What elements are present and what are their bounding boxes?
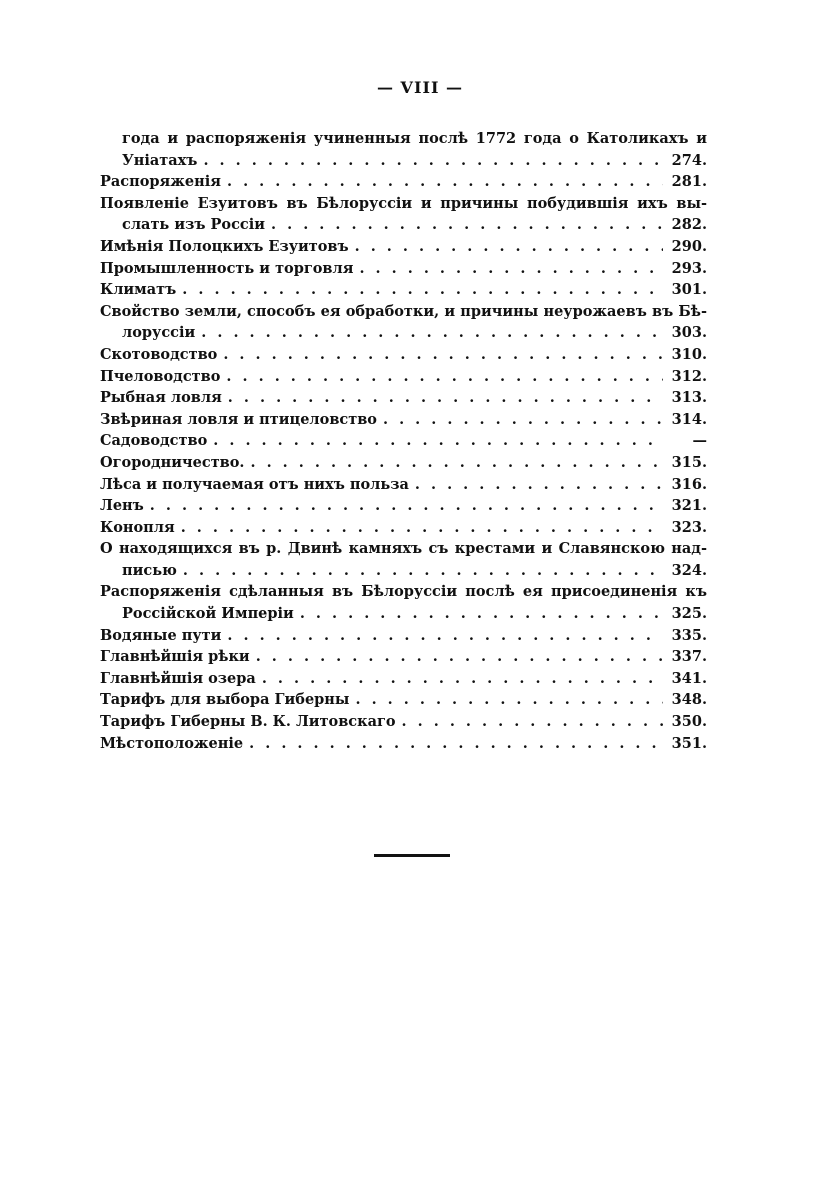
dot-leader bbox=[223, 344, 663, 366]
dot-leader bbox=[226, 366, 663, 388]
dot-leader bbox=[415, 474, 663, 496]
toc-entry-page: 301. bbox=[671, 281, 707, 299]
toc-entry-title: лоруссіи bbox=[122, 324, 196, 342]
toc-entry-title-line: Появленіе Езуитовъ въ Бѣлоруссіи и причины побудившія ихъ вы- bbox=[100, 194, 707, 212]
toc-entry bbox=[100, 193, 707, 236]
toc-entry bbox=[100, 236, 707, 258]
toc-entry-title: Мѣстоположеніе bbox=[100, 734, 244, 752]
dot-leader bbox=[228, 387, 663, 409]
dot-leader bbox=[262, 668, 663, 690]
toc-entry-title: Скотоводство bbox=[100, 345, 218, 363]
toc-entry-page: 310. bbox=[671, 345, 707, 363]
toc-entry bbox=[100, 171, 707, 193]
toc-entry bbox=[100, 538, 707, 581]
toc-entry-title: Ленъ bbox=[100, 497, 144, 515]
toc-entry bbox=[100, 625, 707, 647]
toc-entry-title-line: Распоряженія сдѣланныя въ Бѣлоруссіи послѣ ея присоединенія къ bbox=[100, 583, 707, 601]
toc-entry-title: писью bbox=[122, 561, 177, 579]
dot-leader bbox=[213, 430, 663, 452]
dot-leader bbox=[227, 171, 663, 193]
dot-leader bbox=[271, 214, 663, 236]
toc-entry-title-line: года и распоряженія учиненныя послѣ 1772 года о Католикахъ и bbox=[122, 130, 707, 147]
dot-leader bbox=[355, 236, 663, 258]
toc-entry bbox=[100, 581, 707, 624]
toc-entry-page: 321. bbox=[671, 497, 707, 515]
toc-entry-title: Главнѣйшія рѣки bbox=[100, 648, 250, 666]
dot-leader bbox=[402, 711, 663, 733]
dot-leader bbox=[249, 733, 663, 755]
toc-entry bbox=[100, 301, 707, 344]
toc-entry-title: Рыбная ловля bbox=[100, 389, 222, 407]
toc-entry-page: 290. bbox=[671, 237, 707, 255]
toc-entry-title: слать изъ Россіи bbox=[122, 216, 265, 234]
toc-entry-title: Пчеловодство bbox=[100, 367, 221, 385]
toc-entry bbox=[100, 452, 707, 474]
dot-leader bbox=[250, 452, 663, 474]
toc-entry bbox=[100, 474, 707, 496]
dot-leader bbox=[300, 603, 663, 625]
toc-entry-title: Огородничество. bbox=[100, 453, 245, 471]
dot-leader bbox=[182, 279, 663, 301]
closing-rule bbox=[374, 854, 450, 857]
toc-entry-title: Водяные пути bbox=[100, 626, 222, 644]
toc-entry-title: Тарифъ Гиберны В. К. Литовскаго bbox=[100, 713, 396, 731]
toc-entry-title: Тарифъ для выбора Гиберны bbox=[100, 691, 350, 709]
toc-entry-page: 316. bbox=[671, 475, 707, 493]
toc-entry bbox=[100, 128, 707, 171]
toc-entry-page: 314. bbox=[671, 410, 707, 428]
toc-entry bbox=[100, 495, 707, 517]
toc-entry-title: Звѣриная ловля и птицеловство bbox=[100, 410, 377, 428]
toc-entry-title-line: О находящихся въ р. Двинѣ камняхъ съ крестами и Славянскою над- bbox=[100, 540, 707, 558]
toc-entry-page: 315. bbox=[671, 453, 707, 471]
dot-leader bbox=[359, 258, 663, 280]
toc-entry-title: Главнѣйшія озера bbox=[100, 669, 256, 687]
toc-entry-title: Конопля bbox=[100, 518, 175, 536]
toc-entry-page: 303. bbox=[671, 324, 707, 342]
toc-entry-page: 313. bbox=[671, 389, 707, 407]
toc-entry-title: Климатъ bbox=[100, 281, 177, 299]
toc-entry bbox=[100, 711, 707, 733]
toc-entry-title: Промышленность и торговля bbox=[100, 259, 354, 277]
dot-leader bbox=[383, 409, 663, 431]
toc-entry-title-line: Свойство земли, способъ ея обработки, и причины неурожаевъ въ Бѣ- bbox=[100, 302, 707, 320]
toc-entry-title: Уніатахъ bbox=[122, 151, 198, 169]
toc-entry bbox=[100, 430, 707, 452]
dot-leader bbox=[183, 560, 663, 582]
toc-entry-page: — bbox=[692, 432, 707, 450]
dot-leader bbox=[150, 495, 663, 517]
toc-entry-page: 282. bbox=[671, 216, 707, 234]
toc-entry-title: Имѣнія Полоцкихъ Езуитовъ bbox=[100, 237, 349, 255]
dot-leader bbox=[203, 150, 663, 172]
toc-entry bbox=[100, 344, 707, 366]
toc-entry bbox=[100, 517, 707, 539]
toc-entry bbox=[100, 279, 707, 301]
toc-entry-page: 323. bbox=[671, 518, 707, 536]
table-of-contents bbox=[100, 128, 707, 754]
toc-entry-page: 324. bbox=[671, 561, 707, 579]
toc-entry-page: 348. bbox=[671, 691, 707, 709]
toc-entry bbox=[100, 646, 707, 668]
toc-entry-page: 350. bbox=[671, 713, 707, 731]
dot-leader bbox=[181, 517, 663, 539]
toc-entry-page: 335. bbox=[671, 626, 707, 644]
toc-entry bbox=[100, 689, 707, 711]
toc-entry bbox=[100, 366, 707, 388]
toc-entry-page: 325. bbox=[671, 605, 707, 623]
toc-entry-page: 341. bbox=[671, 669, 707, 687]
dot-leader bbox=[256, 646, 663, 668]
dot-leader bbox=[201, 322, 663, 344]
dot-leader bbox=[227, 625, 663, 647]
toc-entry-page: 293. bbox=[671, 259, 707, 277]
toc-entry-title: Садоводство bbox=[100, 432, 208, 450]
toc-entry-title: Распоряженія bbox=[100, 173, 221, 191]
toc-entry-title: Лѣса и получаемая отъ нихъ польза bbox=[100, 475, 409, 493]
toc-entry-page: 274. bbox=[671, 151, 707, 169]
toc-entry-page: 351. bbox=[671, 734, 707, 752]
toc-entry bbox=[100, 668, 707, 690]
toc-entry bbox=[100, 258, 707, 280]
toc-entry bbox=[100, 387, 707, 409]
toc-entry-page: 281. bbox=[671, 173, 707, 191]
toc-entry-title: Россійской Имперіи bbox=[122, 605, 294, 623]
toc-entry-page: 312. bbox=[671, 367, 707, 385]
toc-entry bbox=[100, 733, 707, 755]
dot-leader bbox=[355, 689, 663, 711]
toc-entry bbox=[100, 409, 707, 431]
toc-entry-page: 337. bbox=[671, 648, 707, 666]
page-header: — VIII — bbox=[376, 78, 463, 97]
